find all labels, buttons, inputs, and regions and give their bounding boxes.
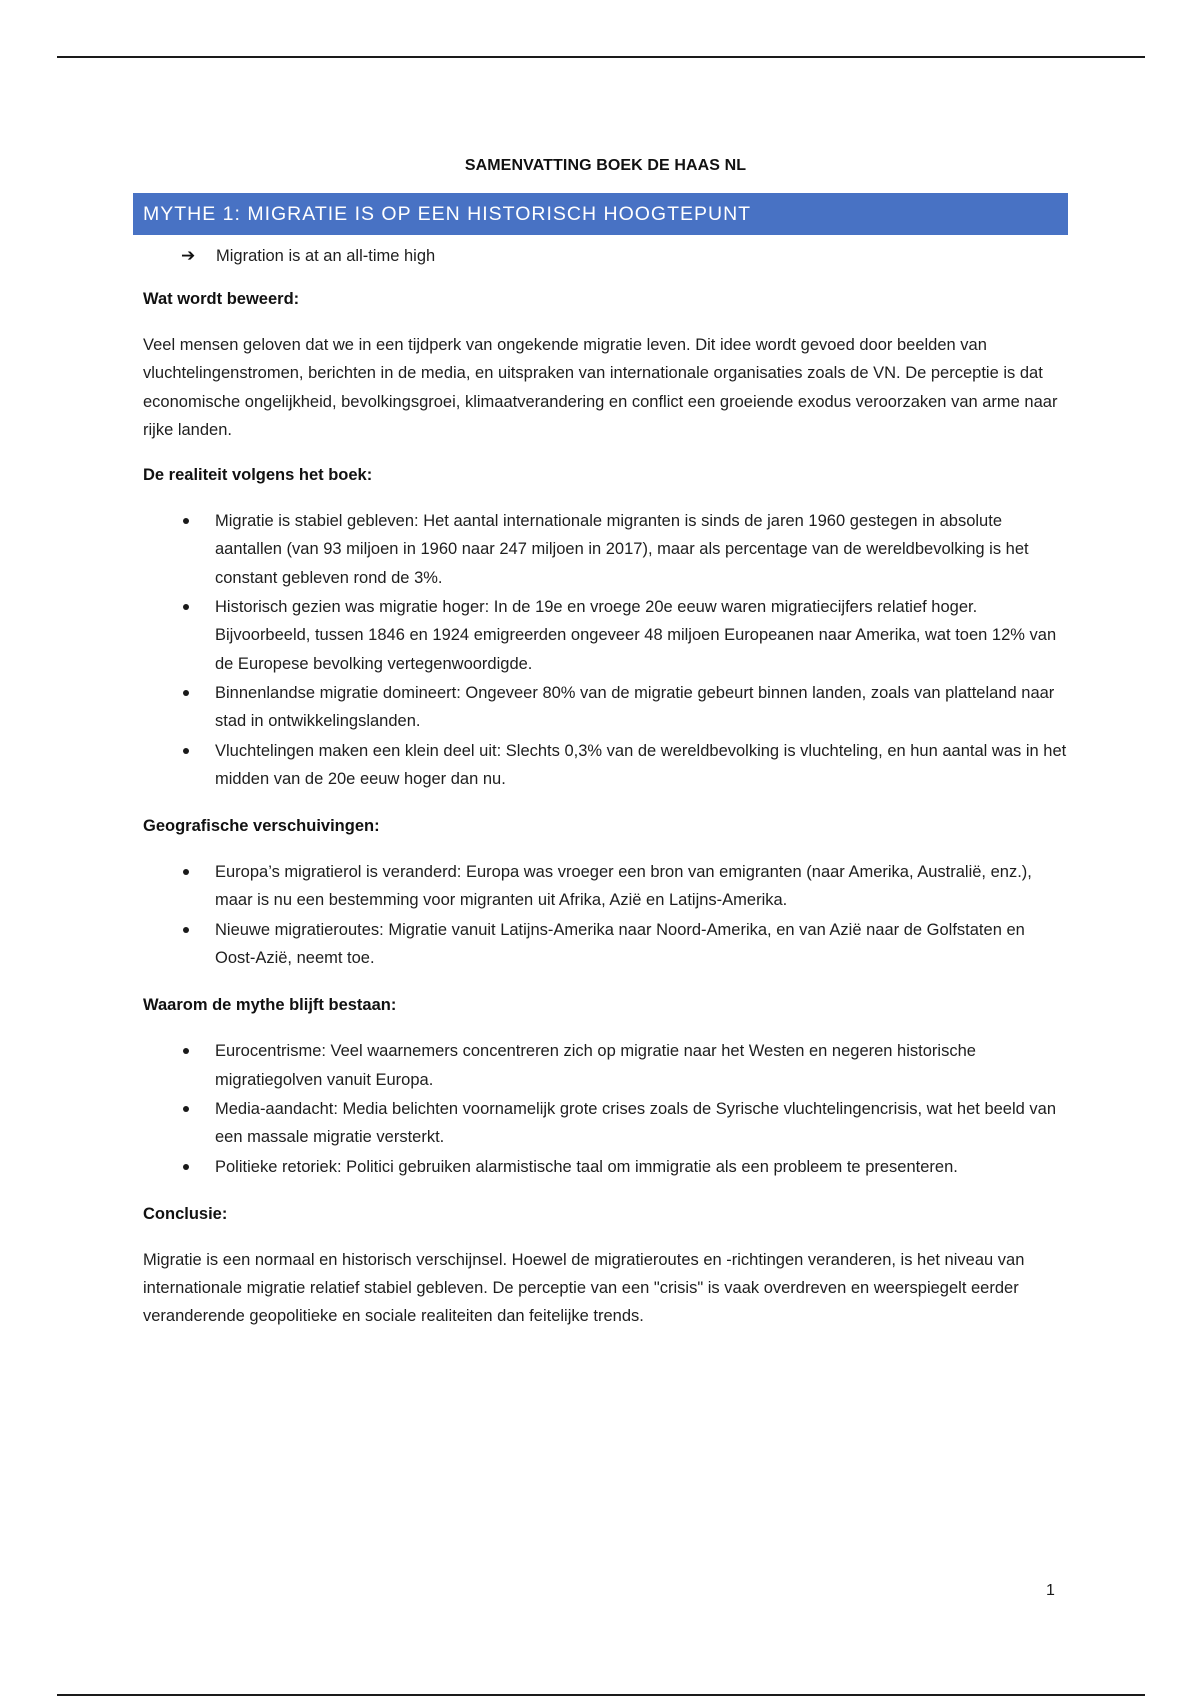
list-item-text: Eurocentrisme: Veel waarnemers concentreren zich op migratie naar het Westen en negeren historische migratiegolven vanuit Europa. bbox=[215, 1042, 976, 1089]
geography-list bbox=[143, 858, 1068, 972]
bullet-icon bbox=[183, 1106, 189, 1112]
persistence-list bbox=[143, 1037, 1068, 1180]
bullet-icon bbox=[183, 1048, 189, 1054]
list-item-text: Media-aandacht: Media belichten voornamelijk grote crises zoals de Syrische vluchtelingencrisis, wat het beeld van een massale migratie versterkt. bbox=[215, 1099, 1057, 1147]
bullet-icon bbox=[183, 518, 189, 524]
arrow-statement-text: Migration is at an all-time high bbox=[216, 247, 436, 265]
reality-heading: De realiteit volgens het boek: bbox=[143, 466, 373, 485]
conclusion-heading: Conclusie: bbox=[143, 1204, 228, 1223]
section-banner: MYTHE 1: MIGRATIE IS OP EEN HISTORISCH HOOGTEPUNT bbox=[133, 193, 1068, 235]
bullet-icon bbox=[183, 604, 189, 610]
list-item-text: Politieke retoriek: Politici gebruiken alarmistische taal om immigratie als een probleem te presenteren. bbox=[215, 1157, 958, 1176]
list-item bbox=[143, 593, 1068, 678]
list-item bbox=[143, 1095, 1068, 1152]
bullet-icon bbox=[183, 927, 189, 933]
list-item-text: Historisch gezien was migratie hoger: In de 19e en vroege 20e eeuw waren migratiecijfers relatief hoger. Bijvoorbeeld, tussen 1846 en 1924 emigreerden ongeveer 48 miljoen Europeanen naar Amerika, wat toen 12% van de Europese bevolking vertegenwoordigde. bbox=[215, 598, 1057, 673]
list-item-text: Europa’s migratierol is veranderd: Europa was vroeger een bron van emigranten (naar Amerika, Australië, enz.), maar is nu een bestemming voor migranten uit Afrika, Azië en Latijns-Amerika. bbox=[215, 863, 1032, 910]
list-item bbox=[143, 679, 1068, 736]
list-item-text: Migratie is stabiel gebleven: Het aantal internationale migranten is sinds de jaren 1960 gestegen in absolute aantallen (van 93 miljoen in 1960 naar 247 miljoen in 2017), maar als percentage van de wereldbevolking is het constant gebleven rond de 3%. bbox=[215, 512, 1029, 587]
persistence-heading: Waarom de mythe blijft bestaan: bbox=[143, 996, 397, 1015]
bullet-icon bbox=[183, 1164, 189, 1170]
list-item-text: Vluchtelingen maken een klein deel uit: Slechts 0,3% van de wereldbevolking is vluchteling, en hun aantal was in het midden van de 20e eeuw hoger dan nu. bbox=[215, 741, 1067, 788]
bullet-icon bbox=[183, 869, 189, 875]
list-item bbox=[143, 1037, 1068, 1094]
list-item bbox=[143, 858, 1068, 915]
bullet-icon bbox=[183, 690, 189, 696]
conclusion-paragraph: Migratie is een normaal en historisch verschijnsel. Hoewel de migratieroutes en -richtingen veranderen, is het niveau van internationale migratie relatief stabiel gebleven. De perceptie van een "crisis" is vaak overdreven en weerspiegelt eerder veranderende geopolitieke en sociale realiteiten dan feitelijke trends. bbox=[143, 1250, 1025, 1326]
geography-heading: Geografische verschuivingen: bbox=[143, 817, 380, 836]
document-page bbox=[143, 154, 1068, 1350]
header-rule bbox=[57, 56, 1145, 58]
footer-rule bbox=[57, 1694, 1145, 1696]
list-item-text: Binnenlandse migratie domineert: Ongeveer 80% van de migratie gebeurt binnen landen, zoals van platteland naar stad in ontwikkelingslanden. bbox=[215, 683, 1055, 731]
list-item bbox=[143, 507, 1068, 592]
arrow-right-icon: ➔ bbox=[181, 246, 196, 265]
document-title: SAMENVATTING BOEK DE HAAS NL bbox=[464, 157, 747, 174]
bullet-icon bbox=[183, 748, 189, 754]
page-number: 1 bbox=[1046, 1582, 1055, 1599]
list-item bbox=[143, 737, 1068, 794]
arrow-statement bbox=[181, 243, 1068, 269]
list-item bbox=[143, 916, 1068, 973]
claim-heading: Wat wordt beweerd: bbox=[143, 290, 300, 308]
list-item bbox=[143, 1153, 1068, 1181]
claim-paragraph: Veel mensen geloven dat we in een tijdperk van ongekende migratie leven. Dit idee wordt gevoed door beelden van vluchtelingenstromen, berichten in de media, en uitspraken van internationale organisaties zoals de VN. De perceptie is dat economische ongelijkheid, bevolkingsgroei, klimaatverandering en conflict een groeiende exodus veroorzaken van arme naar rijke landen. bbox=[143, 336, 1058, 439]
reality-list bbox=[143, 507, 1068, 793]
list-item-text: Nieuwe migratieroutes: Migratie vanuit Latijns-Amerika naar Noord-Amerika, en van Azië naar de Golfstaten en Oost-Azië, neemt toe. bbox=[215, 920, 1025, 968]
